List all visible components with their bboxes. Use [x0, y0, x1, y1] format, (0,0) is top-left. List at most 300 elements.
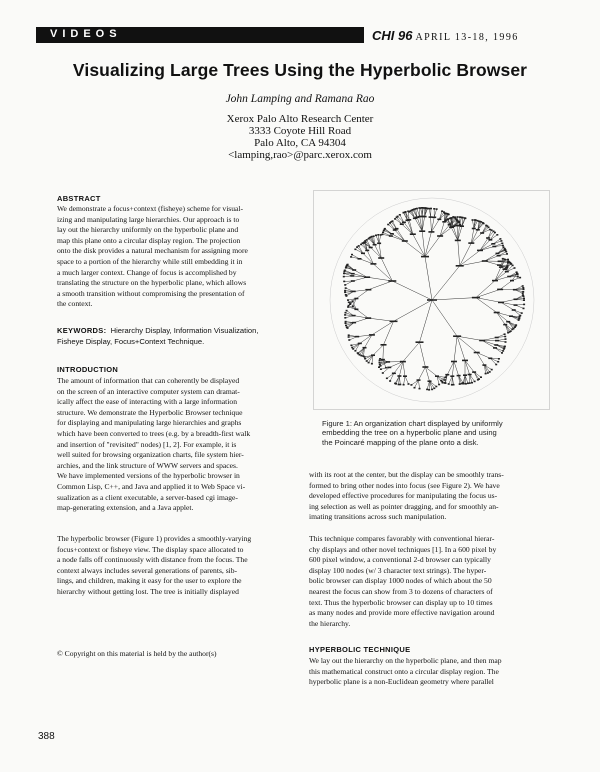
tree-edge [372, 321, 394, 335]
text-line: We have implemented versions of the hyperbolic browser in [57, 471, 240, 481]
tree-node-label [354, 309, 358, 311]
paper-authors: John Lamping and Ramana Rao [225, 93, 375, 105]
text-line: archies, and the link structure of WWW servers and spaces. [57, 460, 238, 470]
tree-edge [368, 281, 392, 290]
tree-node-label [357, 352, 359, 354]
tree-node-label [447, 218, 449, 220]
tree-node-label [352, 306, 354, 308]
tree-node-label [408, 383, 410, 385]
tree-node-label [492, 280, 498, 282]
tree-edge [363, 253, 373, 264]
tree-node-label [387, 224, 389, 226]
tree-node-label [387, 367, 391, 369]
conference-header [372, 28, 519, 44]
tree-node-label [518, 318, 520, 320]
tree-node-label [428, 389, 430, 391]
text-line: developed effective procedures for manipulating the focus us- [309, 491, 498, 501]
tree-node-label [455, 240, 461, 242]
tree-node-label [366, 360, 368, 362]
tree-node-label [358, 258, 362, 260]
tree-node-label [523, 289, 525, 291]
tree-edge [392, 281, 432, 300]
tree-node-label [345, 322, 347, 324]
tree-node-label [397, 216, 399, 218]
tree-edge [420, 342, 426, 367]
tree-node-label [347, 264, 349, 266]
tree-edge [397, 229, 405, 241]
tree-edge [476, 281, 495, 298]
tree-edge [365, 335, 372, 348]
text-line: imating transitions across such manipulation. [309, 512, 447, 522]
tree-edge [425, 367, 437, 376]
text-line: This technique compares favorably with conventional hierar- [309, 534, 495, 543]
tree-node-label [480, 376, 482, 378]
tree-node-label [522, 285, 524, 287]
tree-node-label [384, 228, 386, 230]
tree-node-label [451, 217, 453, 219]
tree-node-label [361, 355, 363, 357]
tree-node-label [395, 228, 399, 230]
tree-node-label [410, 233, 416, 235]
tree-node-label [350, 275, 354, 277]
tree-node-label [514, 304, 518, 306]
tree-node-label [467, 383, 469, 385]
tree-node-label [511, 329, 513, 331]
tree-edge [465, 360, 474, 372]
tree-node-label [400, 361, 406, 363]
tree-node-label [482, 364, 486, 366]
text-line: text. Thus the hyperbolic browser can display up to 10 times [309, 597, 493, 607]
text-line: display 100 nodes (w/ 3 character text strings). The hyper- [309, 565, 487, 575]
tree-node-label [505, 271, 509, 273]
affiliation [200, 113, 400, 161]
text-line: as many nodes and provide more effective navigation around [309, 608, 495, 618]
keywords [57, 326, 304, 347]
tree-node-label [417, 379, 421, 381]
tree-node-label [461, 383, 463, 385]
tree-node-label [514, 299, 518, 301]
keywords-text: Fisheye Display, Focus+Context Technique. [57, 336, 205, 346]
tree-edge [514, 310, 521, 316]
tree-node-label [522, 287, 524, 289]
tree-node-label [504, 336, 506, 338]
tree-edge [490, 233, 495, 240]
tree-edge [490, 358, 496, 364]
tree-node-label [462, 217, 464, 219]
tree-node-label [382, 372, 384, 374]
tree-node-label [344, 290, 346, 292]
tree-edge [404, 376, 405, 385]
text-line: sualization as a client executable, a server-based cgi image- [57, 492, 238, 502]
copyright-notice: © Copyright on this material is held by the author(s) [57, 649, 217, 658]
tree-node-label [451, 361, 457, 363]
tree-edge [403, 362, 405, 377]
text-line: a node falls off continuously with distance from the focus. The [57, 555, 248, 565]
text-line: a much larger context. Change of focus is accomplished by [57, 267, 237, 277]
tree-node-label [523, 296, 525, 298]
tree-node-label [457, 216, 459, 218]
tree-node-label [494, 312, 500, 314]
tree-node-label [522, 291, 524, 293]
tree-node-label [369, 334, 375, 336]
tree-node-label [506, 253, 508, 255]
tree-node-label [497, 289, 503, 291]
text-line: which have been converted to trees (e.g. by a breadth-first walk [57, 428, 251, 438]
tree-node-label [500, 240, 502, 242]
tree-node-label [488, 358, 492, 360]
tree-edge [495, 269, 505, 280]
tree-node-label [495, 340, 499, 342]
tree-edge [440, 227, 452, 236]
tree-node-label [422, 366, 428, 368]
tree-node-label [444, 379, 446, 381]
tree-node-label [405, 211, 407, 213]
tree-node-label [448, 224, 452, 226]
tree-node-label [499, 266, 503, 268]
tree-node-label [502, 350, 504, 352]
tree-node-label [427, 299, 437, 301]
tree-node-label [491, 229, 493, 231]
page-number: 388 [38, 731, 55, 742]
tree-node-label [392, 220, 394, 222]
tree-edge [392, 234, 405, 241]
tree-node-label [344, 317, 346, 319]
abstract-body [57, 204, 304, 310]
tree-node-label [430, 208, 432, 210]
tree-node-label [519, 277, 521, 279]
tree-node-label [419, 388, 421, 390]
tree-edge [403, 342, 420, 361]
tree-node-label [373, 235, 375, 237]
section-label: VIDEOS [50, 28, 122, 40]
tree-node-label [497, 264, 501, 266]
tree-edge [485, 253, 498, 261]
text-line: map this plane onto a circular display region. The projection [57, 235, 241, 245]
tree-node-label [509, 315, 513, 317]
tree-node-label [410, 384, 412, 386]
tree-node-label [343, 281, 345, 283]
introduction-heading: INTRODUCTION [57, 365, 119, 374]
tree-node-label [457, 375, 461, 377]
tree-node-label [469, 382, 471, 384]
keywords-line [57, 326, 304, 337]
tree-node-label [377, 234, 379, 236]
tree-node-label [496, 253, 500, 255]
tree-node-label [468, 242, 474, 244]
tree-node-label [438, 384, 440, 386]
tree-node-label [445, 374, 449, 376]
tree-node-label [433, 208, 435, 210]
tree-node-label [477, 379, 479, 381]
tree-node-label [392, 373, 396, 375]
tree-node-label [507, 276, 511, 278]
tree-node-label [344, 270, 346, 272]
tree-node-label [344, 314, 346, 316]
tree-edge [419, 367, 426, 380]
tree-node-label [352, 301, 354, 303]
tree-node-label [506, 321, 510, 323]
tree-node-label [414, 387, 416, 389]
tree-node-label [475, 219, 477, 221]
tree-node-label [505, 338, 507, 340]
tree-node-label [491, 369, 493, 371]
tree-node-label [487, 372, 489, 374]
text-line: Common Lisp, C++, and Java and applied it to Web Space vi- [57, 481, 246, 491]
tree-node-label [403, 384, 405, 386]
tree-node-label [485, 373, 487, 375]
tree-node-label [348, 305, 350, 307]
tree-edge [432, 266, 460, 300]
text-line: focus+context or fisheye view. The display space allocated to [57, 544, 244, 554]
tree-edge [425, 232, 431, 257]
tree-node-label [385, 367, 387, 369]
tree-edge [379, 235, 381, 243]
paper-title: Visualizing Large Trees Using the Hyperbolic Browser [72, 60, 528, 80]
tree-edge [425, 367, 429, 381]
text-line: nearest the focus can show from 3 to dozens of characters of [309, 586, 493, 596]
tree-node-label [463, 374, 467, 376]
tree-node-label [504, 333, 506, 335]
text-line: the hierarchy. [309, 618, 351, 628]
text-line: hyperbolic plane is a non-Euclidean geometry where parallel [309, 677, 494, 687]
tree-node-label [352, 269, 356, 271]
tree-node-label [512, 265, 514, 267]
tree-edge [373, 345, 384, 355]
tree-node-label [453, 335, 461, 337]
tree-node-label [421, 256, 429, 258]
tree-node-label [416, 341, 424, 343]
tree-node-label [369, 247, 373, 249]
tree-node-label [390, 233, 394, 235]
tree-edge [430, 381, 435, 388]
text-line: lay out the hierarchy uniformly on the hyperbolic plane and [57, 225, 239, 235]
tree-node-label [364, 358, 366, 360]
tree-node-label [345, 325, 347, 327]
text-line: ing selection as well as pointer dragging, and for smoothly an- [309, 501, 499, 511]
tree-node-label [460, 225, 464, 227]
tree-node-label [496, 234, 498, 236]
tree-node-label [348, 334, 350, 336]
tree-node-label [474, 381, 476, 383]
tree-node-label [347, 306, 349, 308]
tree-node-label [497, 255, 501, 257]
tree-node-label [354, 298, 358, 300]
tree-node-label [400, 223, 404, 225]
affiliation-line: Palo Alto, CA 94304 [254, 137, 346, 149]
tree-node-label [505, 251, 507, 253]
tree-node-label [363, 355, 365, 357]
tree-node-label [497, 361, 499, 363]
tree-node-label [523, 298, 525, 300]
tree-node-label [373, 244, 377, 246]
tree-node-label [498, 302, 504, 304]
tree-node-label [483, 223, 485, 225]
tree-node-label [521, 312, 523, 314]
tree-node-label [459, 383, 461, 385]
tree-node-label [494, 232, 496, 234]
caption-line: Figure 1: An organization chart displayed by uniformly [322, 419, 503, 428]
tree-node-label [394, 218, 396, 220]
figure-1 [313, 190, 550, 410]
tree-node-label [352, 291, 356, 293]
text-line: structure. We demonstrate the Hyperbolic Browser technique [57, 407, 243, 417]
tree-node-label [351, 254, 353, 256]
tree-node-label [354, 350, 356, 352]
tree-node-label [505, 341, 507, 343]
tree-node-label [462, 360, 468, 362]
tree-node-label [523, 299, 525, 301]
tree-node-label [427, 208, 429, 210]
text-line: with its root at the center, but the display can be smoothly trans- [309, 470, 504, 479]
tree-node-label [358, 343, 362, 345]
tree-edge [482, 227, 488, 233]
tree-edge [429, 209, 430, 218]
tree-edge [454, 336, 457, 361]
tree-node-label [380, 368, 382, 370]
text-line: for displaying and manipulating large hierarchies and graphs [57, 418, 242, 428]
tree-node-label [381, 234, 383, 236]
text-line: lings, and children, making it easy for the user to explore the [57, 576, 242, 586]
tree-node-label [472, 228, 476, 230]
tree-node-label [482, 260, 488, 262]
tree-node-label [472, 219, 474, 221]
affiliation-line: 3333 Coyote Hill Road [248, 125, 352, 137]
tree-node-label [477, 250, 483, 252]
tree-node-label [365, 289, 371, 291]
tree-node-label [504, 346, 506, 348]
tree-edge [371, 248, 382, 259]
tree-node-label [441, 210, 443, 212]
tree-node-label [379, 358, 381, 360]
tree-node-label [399, 214, 401, 216]
tree-node-label [389, 380, 391, 382]
tree-node-label [433, 388, 435, 390]
tree-edge [454, 362, 459, 376]
tree-node-label [491, 243, 495, 245]
tree-node-label [480, 232, 484, 234]
text-line: onto the disk provides a natural mechanism for assigning more [57, 246, 248, 256]
tree-node-label [445, 377, 447, 379]
tree-node-label [451, 384, 453, 386]
tree-node-label [468, 374, 472, 376]
text-line: a smooth transition without compromising the presentation of [57, 288, 245, 298]
tree-node-label [450, 375, 454, 377]
tree-node-label [398, 384, 400, 386]
tree-node-label [351, 273, 355, 275]
tree-node-label [523, 304, 525, 306]
text-line: chy displays and other novel techniques [1]. In a 600 pixel by [309, 544, 497, 554]
tree-edge [394, 300, 433, 321]
conference-date: APRIL 13-18, 1996 [415, 32, 519, 43]
tree-node-label [479, 340, 485, 342]
tree-node-label [519, 316, 521, 318]
tree-node-label [501, 352, 503, 354]
tree-node-label [499, 238, 501, 240]
tree-node-label [437, 219, 441, 221]
tree-node-label [495, 364, 497, 366]
tree-node-label [402, 240, 408, 242]
tree-node-label [354, 249, 356, 251]
tree-node-label [472, 371, 476, 373]
tree-node-label [403, 375, 407, 377]
keywords-label: KEYWORDS: [57, 326, 107, 335]
tree-node-label [501, 243, 503, 245]
tree-node-label [429, 216, 433, 218]
tree-node-label [370, 263, 376, 265]
tree-edge [422, 217, 424, 232]
text-line: on the screen of an interactive computer system can dramat- [57, 386, 240, 396]
tree-node-label [378, 366, 380, 368]
tree-node-label [343, 273, 345, 275]
tree-node-label [507, 259, 509, 261]
tree-node-label [516, 271, 518, 273]
tree-node-label [498, 261, 502, 263]
tree-nodes [343, 207, 525, 391]
tree-node-label [351, 280, 355, 282]
tree-node-label [355, 336, 359, 338]
tree-node-label [442, 382, 444, 384]
tree-node-label [379, 364, 381, 366]
tree-edge [381, 258, 392, 281]
tree-node-label [381, 344, 387, 346]
tree-node-label [347, 299, 349, 301]
tree-node-label [350, 302, 352, 304]
tree-node-label [346, 310, 348, 312]
introduction-para-1 [57, 376, 304, 514]
tree-node-label [514, 267, 516, 269]
tree-node-label [375, 235, 377, 237]
tree-node-label [503, 348, 505, 350]
tree-node-label [435, 375, 439, 377]
tree-edge [431, 217, 432, 232]
tree-node-label [486, 237, 490, 239]
tree-edge [425, 257, 432, 300]
text-line: formed to bring other nodes into focus (see Figure 2). We have [309, 480, 500, 490]
tree-node-label [451, 226, 455, 228]
tree-node-label [512, 309, 516, 311]
tree-node-label [364, 276, 370, 278]
tree-node-label [471, 382, 473, 384]
tree-node-label [352, 322, 356, 324]
tree-node-label [498, 358, 500, 360]
tree-node-label [488, 239, 492, 241]
tree-node-label [350, 345, 352, 347]
tree-node-label [390, 321, 398, 323]
tree-node-label [377, 243, 381, 245]
text-line: We demonstrate a focus+context (fisheye) scheme for visual- [57, 204, 244, 213]
tree-edge [422, 231, 425, 256]
affiliation-line: Xerox Palo Alto Research Center [226, 113, 374, 125]
affiliation-email: <lamping,rao>@parc.xerox.com [228, 149, 372, 161]
tree-edge [412, 210, 415, 218]
tree-node-label [516, 273, 518, 275]
tree-node-label [523, 308, 525, 310]
tree-edge [432, 298, 476, 300]
tree-edge [458, 240, 460, 265]
tree-node-label [381, 359, 385, 361]
tree-edge [405, 376, 409, 384]
tree-node-label [345, 321, 347, 323]
tree-node-label [502, 245, 504, 247]
tree-edge [419, 380, 420, 389]
section-band [36, 27, 364, 43]
body-para-1 [309, 470, 555, 523]
tree-node-label [361, 253, 365, 255]
text-line: The amount of information that can coherently be displayed [57, 376, 240, 385]
tree-node-label [494, 344, 498, 346]
tree-node-label [437, 235, 443, 237]
tree-edge [425, 236, 440, 257]
